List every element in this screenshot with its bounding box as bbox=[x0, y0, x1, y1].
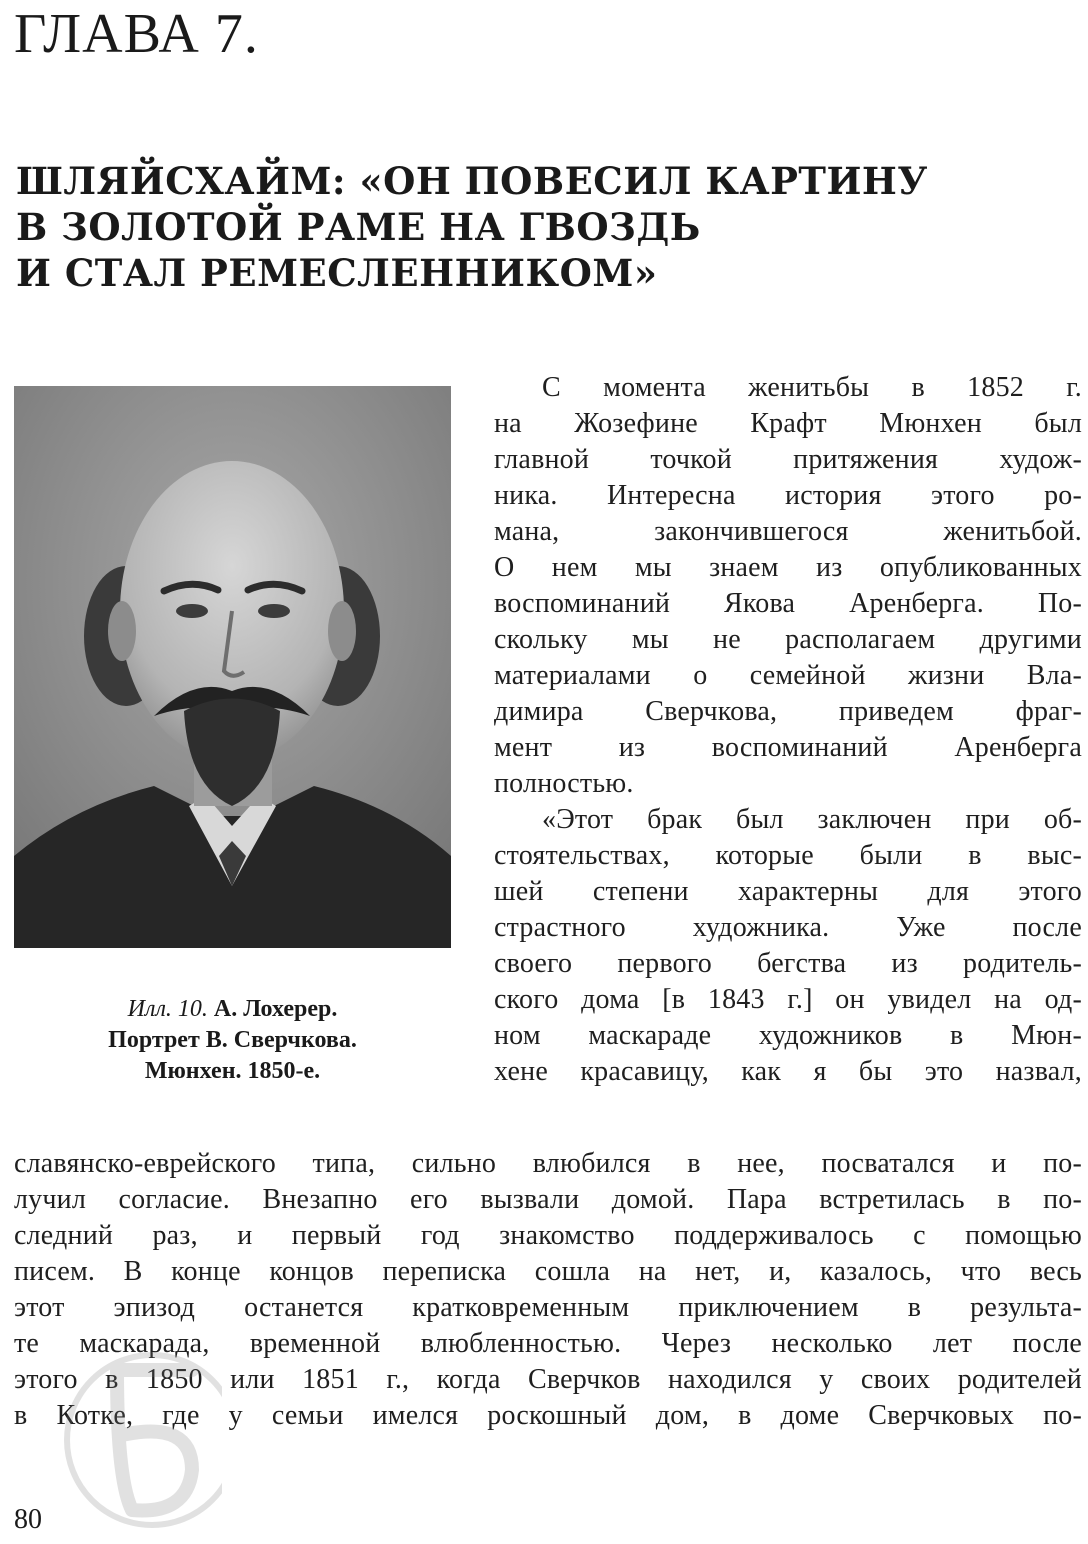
text-line: в Котке, где у семьи имелся роскошный дом, в доме Сверчковых по- bbox=[14, 1400, 1082, 1431]
text-line: славянско-еврейского типа, сильно влюбился в нее, посватался и по- bbox=[14, 1148, 1082, 1179]
portrait-illustration bbox=[14, 386, 451, 948]
text-line: ского дома [в 1843 г.] он увидел на од- bbox=[494, 984, 1082, 1015]
text-line: следний раз, и первый год знакомство поддерживалось с помощью bbox=[14, 1220, 1082, 1251]
text-line: димира Сверчкова, приведем фраг- bbox=[494, 696, 1082, 727]
text-column bbox=[494, 370, 1082, 1090]
portrait-photo bbox=[14, 386, 451, 948]
caption-artist: А. Лохерер. bbox=[213, 996, 338, 1022]
text-line: мент из воспоминаний Аренберга bbox=[494, 732, 1082, 763]
heading-line: ШЛЯЙСХАЙМ: «ОН ПОВЕСИЛ КАРТИНУ bbox=[16, 159, 928, 203]
text-line: «Этот брак был заключен при об- bbox=[542, 804, 1082, 835]
text-line: страстного художника. Уже после bbox=[494, 912, 1082, 943]
figure-caption bbox=[14, 994, 451, 1087]
publisher-watermark bbox=[22, 1290, 222, 1540]
text-line: полностью. bbox=[494, 768, 634, 799]
text-line: стоятельствах, которые были в выс- bbox=[494, 840, 1082, 871]
text-line: хене красавицу, как я бы это назвал, bbox=[494, 1056, 1082, 1087]
text-line: ника. Интересна история этого ро- bbox=[494, 480, 1082, 511]
text-line: своего первого бегства из родитель- bbox=[494, 948, 1082, 979]
heading-line: В ЗОЛОТОЙ РАМЕ НА ГВОЗДЬ bbox=[16, 205, 701, 249]
text-line: О нем мы знаем из опубликованных bbox=[494, 552, 1082, 583]
heading-line: И СТАЛ РЕМЕСЛЕННИКОМ» bbox=[16, 251, 658, 295]
text-line: те маскарада, временной влюбленностью. Через несколько лет после bbox=[14, 1328, 1082, 1359]
page-number: 80 bbox=[14, 1504, 42, 1535]
text-line: материалами о семейной жизни Вла- bbox=[494, 660, 1082, 691]
text-line: воспоминаний Якова Аренберга. По- bbox=[494, 588, 1082, 619]
caption-place-date: Мюнхен. 1850-е. bbox=[144, 1058, 321, 1084]
caption-title: Портрет В. Сверчкова. bbox=[108, 1027, 357, 1053]
text-line: главной точкой притяжения худож- bbox=[494, 444, 1082, 475]
chapter-title: ГЛАВА 7. bbox=[14, 3, 259, 65]
text-line: этого в 1850 или 1851 г., когда Сверчков находился у своих родителей bbox=[14, 1364, 1082, 1395]
text-line: мана, закончившегося женитьбой. bbox=[494, 516, 1082, 547]
text-line: шей степени характерны для этого bbox=[494, 876, 1082, 907]
text-line: этот эпизод останется кратковременным приключением в результа- bbox=[14, 1292, 1082, 1323]
text-line: С момента женитьбы в 1852 г. bbox=[542, 372, 1082, 403]
text-line: ном маскараде художников в Мюн- bbox=[494, 1020, 1082, 1051]
chapter-heading bbox=[16, 158, 1076, 296]
text-line: скольку мы не располагаем другими bbox=[494, 624, 1082, 655]
caption-figure-number: Илл. 10. bbox=[127, 996, 208, 1022]
text-line: писем. В конце концов переписка сошла на нет, и, казалось, что весь bbox=[14, 1256, 1082, 1287]
text-line: на Жозефине Крафт Мюнхен был bbox=[494, 408, 1082, 439]
text-line: лучил согласие. Внезапно его вызвали домой. Пара встретилась в по- bbox=[14, 1184, 1082, 1215]
